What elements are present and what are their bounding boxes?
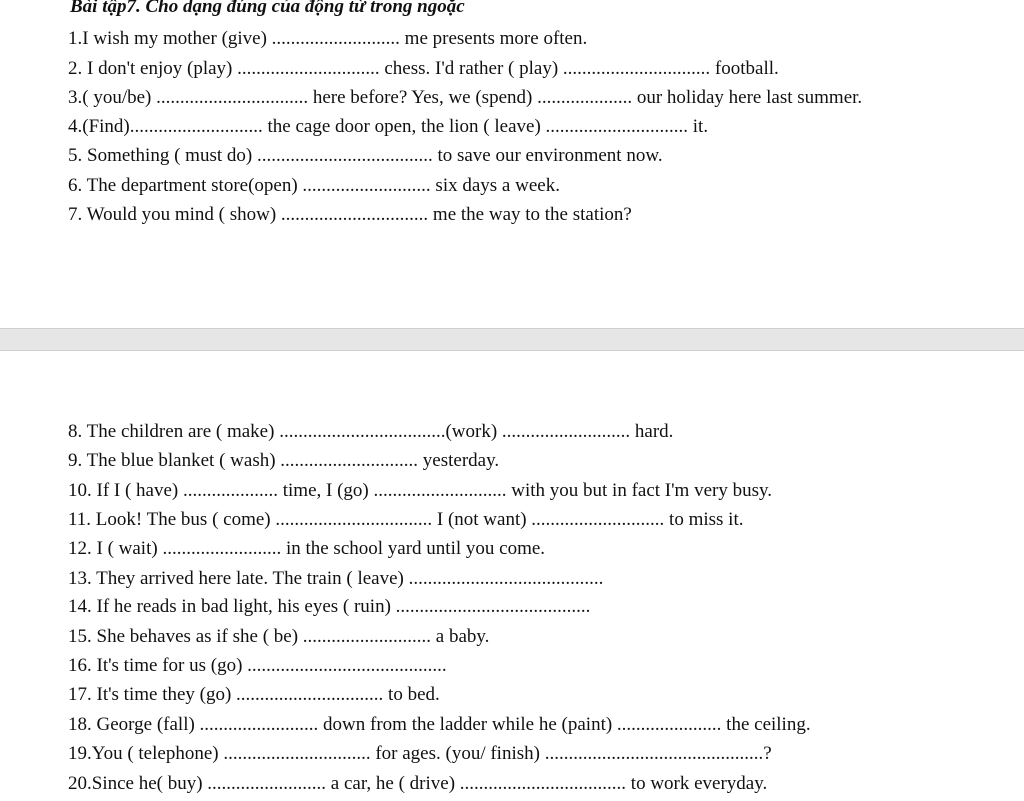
exercise-line-4: 4.(Find)............................ the cage door open, the lion ( leave) .............................. it. bbox=[68, 116, 709, 137]
exercise-line-10: 10. If I ( have) .................... time, I (go) ............................ with you but in fact I'm very busy. bbox=[68, 480, 773, 501]
exercise-line-19: 19.You ( telephone) ............................... for ages. (you/ finish) ..............................................? bbox=[68, 743, 772, 764]
exercise-line-7: 7. Would you mind ( show) ............................... me the way to the station? bbox=[68, 204, 632, 225]
exercise-line-3: 3.( you/be) ................................ here before? Yes, we (spend) .................... our holiday here last summer. bbox=[68, 87, 863, 108]
exercise-line-16: 16. It's time for us (go) .......................................... bbox=[68, 655, 447, 676]
exercise-line-8: 8. The children are ( make) ...................................(work) ........................... hard. bbox=[68, 421, 674, 442]
exercise-title: Bài tập7. Cho dạng đúng của động từ trong ngoặc bbox=[70, 0, 465, 17]
exercise-line-20: 20.Since he( buy) ......................... a car, he ( drive) ................................... to work everyday. bbox=[68, 773, 768, 794]
document-page-2 bbox=[0, 350, 1024, 801]
exercise-line-15: 15. She behaves as if she ( be) ........................... a baby. bbox=[68, 626, 490, 647]
exercise-line-17: 17. It's time they (go) ............................... to bed. bbox=[68, 684, 440, 705]
exercise-line-13: 13. They arrived here late. The train ( leave) ......................................... bbox=[68, 568, 604, 589]
exercise-line-1: 1.I wish my mother (give) ........................... me presents more often. bbox=[68, 28, 588, 49]
exercise-line-18: 18. George (fall) ......................... down from the ladder while he (paint) ...................... the ceiling. bbox=[68, 714, 811, 735]
exercise-line-12: 12. I ( wait) ......................... in the school yard until you come. bbox=[68, 538, 546, 559]
exercise-line-5: 5. Something ( must do) ..................................... to save our environment now. bbox=[68, 145, 663, 166]
document-page-1 bbox=[0, 0, 1024, 329]
exercise-line-14: 14. If he reads in bad light, his eyes ( ruin) ......................................... bbox=[68, 596, 591, 617]
exercise-line-2: 2. I don't enjoy (play) .............................. chess. I'd rather ( play) ............................... football. bbox=[68, 58, 779, 79]
exercise-line-9: 9. The blue blanket ( wash) ............................. yesterday. bbox=[68, 450, 500, 471]
exercise-line-6: 6. The department store(open) ........................... six days a week. bbox=[68, 175, 560, 196]
exercise-line-11: 11. Look! The bus ( come) ................................. I (not want) ............................ to miss it. bbox=[68, 509, 744, 530]
